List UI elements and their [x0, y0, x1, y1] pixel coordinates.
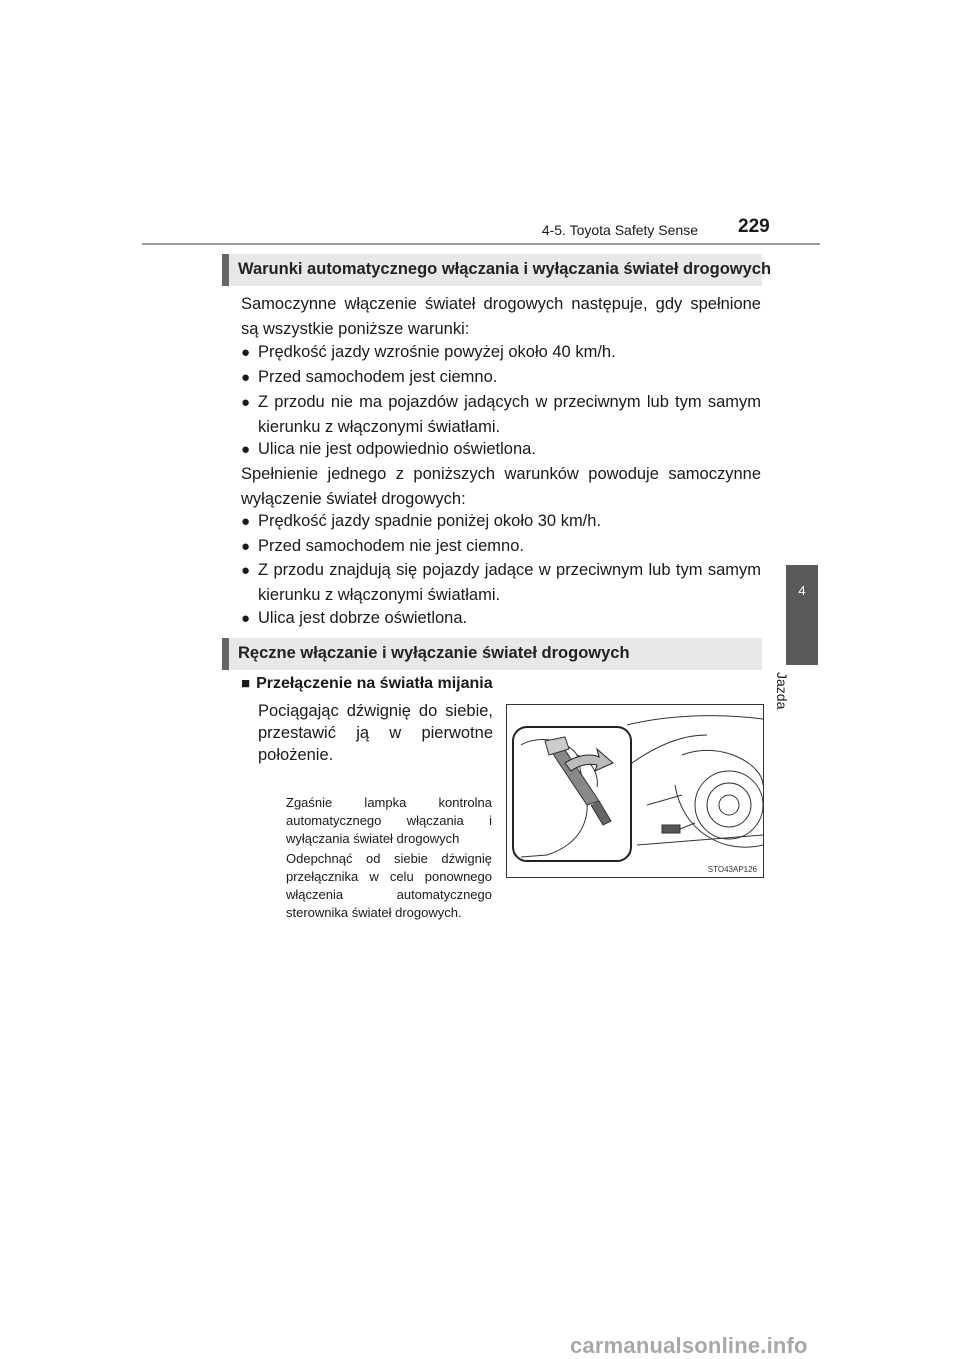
list-item: ● Prędkość jazdy wzrośnie powyżej około 40 km/h.: [241, 340, 761, 365]
bullet-icon: ●: [241, 344, 251, 361]
header-section-title: 4-5. Toyota Safety Sense: [541, 222, 698, 238]
bullet-icon: ●: [241, 513, 251, 530]
bullet-icon: ●: [241, 394, 251, 411]
note-reenable: Odepchnąć od siebie dźwignię przełącznika w celu ponownego włączenia automatycznego sterownika świateł drogowych.: [286, 851, 492, 920]
lever-illustration-drawing: [507, 705, 763, 877]
chapter-number: 4: [798, 583, 806, 598]
bullet-icon: ●: [241, 610, 251, 627]
section-heading-auto: Warunki automatycznego włączania i wyłączania świateł drogowych: [222, 254, 762, 286]
page-number: 229: [738, 216, 770, 237]
square-bullet-icon: ■: [241, 675, 251, 692]
bullet-icon: ●: [241, 562, 251, 579]
list-item: ● Prędkość jazdy spadnie poniżej około 30 km/h.: [241, 509, 761, 534]
header-divider: [142, 243, 820, 245]
chapter-tab: [786, 565, 818, 665]
figure-code: STO43AP126: [707, 865, 757, 874]
instruction-text: Pociągając dźwignię do siebie, przestawić ją w pierwotne położenie.: [258, 702, 493, 764]
list-item: ● Z przodu znajdują się pojazdy jadące w przeciwnym lub tym samym kierunku z włączonymi światłami.: [241, 558, 761, 608]
chapter-label: Jazda: [774, 672, 790, 710]
intro-off-paragraph: Spełnienie jednego z poniższych warunków powoduje samoczynne wyłączenie świateł drogowych:: [241, 465, 761, 508]
list-item: ● Ulica nie jest odpowiednio oświetlona.: [241, 437, 761, 462]
subheading: ■ Przełączenie na światła mijania: [241, 675, 493, 692]
intro-on-paragraph: Samoczynne włączenie świateł drogowych następuje, gdy spełnione są wszystkie poniższe warunki:: [241, 295, 761, 338]
list-item: ● Z przodu nie ma pojazdów jadących w przeciwnym lub tym samym kierunku z włączonymi światłami.: [241, 390, 761, 440]
list-item: ● Ulica jest dobrze oświetlona.: [241, 606, 761, 631]
list-item: ● Przed samochodem jest ciemno.: [241, 365, 761, 390]
watermark: carmanualsonline.info: [570, 1333, 808, 1358]
bullet-icon: ●: [241, 538, 251, 555]
list-item: ● Przed samochodem nie jest ciemno.: [241, 534, 761, 559]
bullet-icon: ●: [241, 441, 251, 458]
lever-illustration: [506, 704, 764, 878]
note-indicator-off: Zgaśnie lampka kontrolna automatycznego włączania i wyłączania świateł drogowych: [286, 795, 492, 846]
bullet-icon: ●: [241, 369, 251, 386]
section-heading-manual: Ręczne włączanie i wyłączanie świateł drogowych: [222, 638, 762, 670]
